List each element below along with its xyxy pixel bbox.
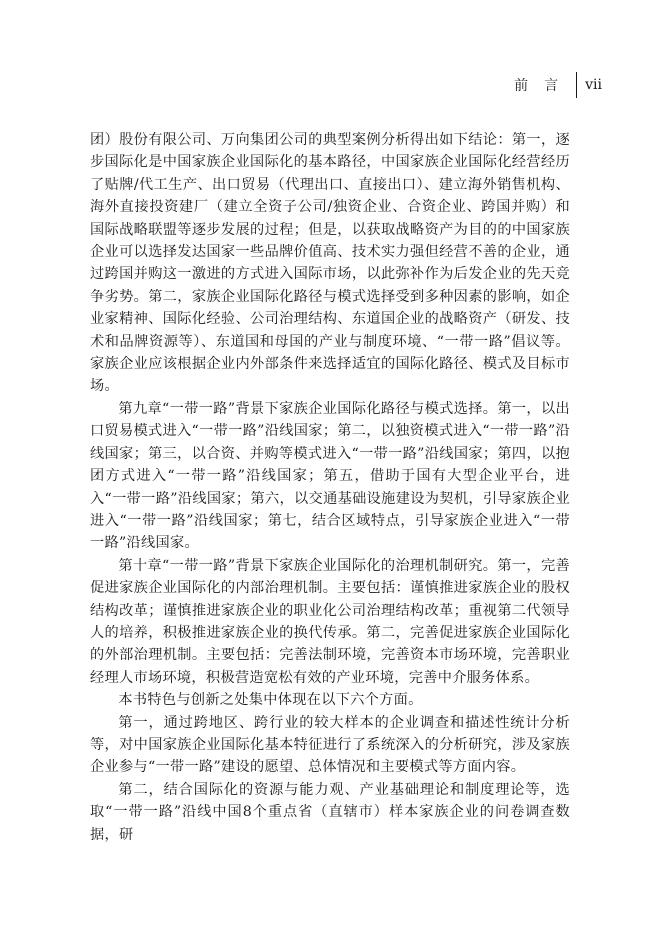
page-number: vii [585,77,602,93]
paragraph-features-intro: 本书特色与创新之处集中体现在以下六个方面。 [118,692,423,709]
body-text [90,129,570,846]
paragraph-chapter-ten: 第十章“一带一路”背景下家族企业国际化的治理机制研究。第一，完善促进家族企业国际化的内部治理机制。主要包括：谨慎推进家族企业的股权结构改革；谨慎推进家族企业的职业化公司治理结构改革；重视第二代领导人的培养，积极推进家族企业的换代传承。第二，完善促进家族企业国际化的外部治理机制。主要包括：完善法制环境，完善资本市场环境，完善职业经理人市场环境，积极营造宽松有效的产业环境，完善中介服务体系。 [90,557,570,686]
paragraph-feature-one: 第一，通过跨地区、跨行业的较大样本的企业调查和描述性统计分析等，对中国家族企业国际化基本特征进行了系统深入的分析研究，涉及家族企业参与“一带一路”建设的愿望、总体情况和主要模式等方面内容。 [90,714,570,776]
paragraph-chapter-nine: 第九章“一带一路”背景下家族企业国际化路径与模式选择。第一，以出口贸易模式进入“一带一路”沿线国家；第二，以独资模式进入“一带一路”沿线国家；第三，以合资、并购等模式进入“一带一路”沿线国家；第四，以抱团方式进入“一带一路”沿线国家；第五，借助于国有大型企业平台，进入“一带一路”沿线国家；第六，以交通基础设施建设为契机，引导家族企业进入“一带一路”沿线国家；第七，结合区域特点，引导家族企业进入“一带一路”沿线国家。 [90,400,570,552]
running-head [514,72,602,98]
header-divider [576,72,577,98]
paragraph-continued: 团）股份有限公司、万向集团公司的典型案例分析得出如下结论：第一，逐步国际化是中国家族企业国际化的基本路径，中国家族企业国际化经营经历了贴牌/代工生产、出口贸易（代理出口、直接出口）、建立海外销售机构、海外直接投资建厂（建立全资子公司/独资企业、合资企业、跨国并购）和国际战略联盟等逐步发展的过程；但是，以获取战略资产为目的的中国家族企业可以选择发达国家一些品牌价值高、技术实力强但经营不善的企业，通过跨国并购这一激进的方式进入国际市场，以此弥补作为后发企业的先天竞争劣势。第二，家族企业国际化路径与模式选择受到多种因素的影响，如企业家精神、国际化经验、公司治理结构、东道国企业的战略资产（研发、技术和品牌资源等）、东道国和母国的产业与制度环境、“一带一路”倡议等。家族企业应该根据企业内外部条件来选择适宜的国际化路径、模式及目标市场。 [90,132,570,395]
paragraph-feature-two: 第二，结合国际化的资源与能力观、产业基础理论和制度理论等，选取“一带一路”沿线中国8个重点省（直辖市）样本家族企业的问卷调查数据，研 [90,781,570,843]
running-title: 前言 [514,78,575,94]
